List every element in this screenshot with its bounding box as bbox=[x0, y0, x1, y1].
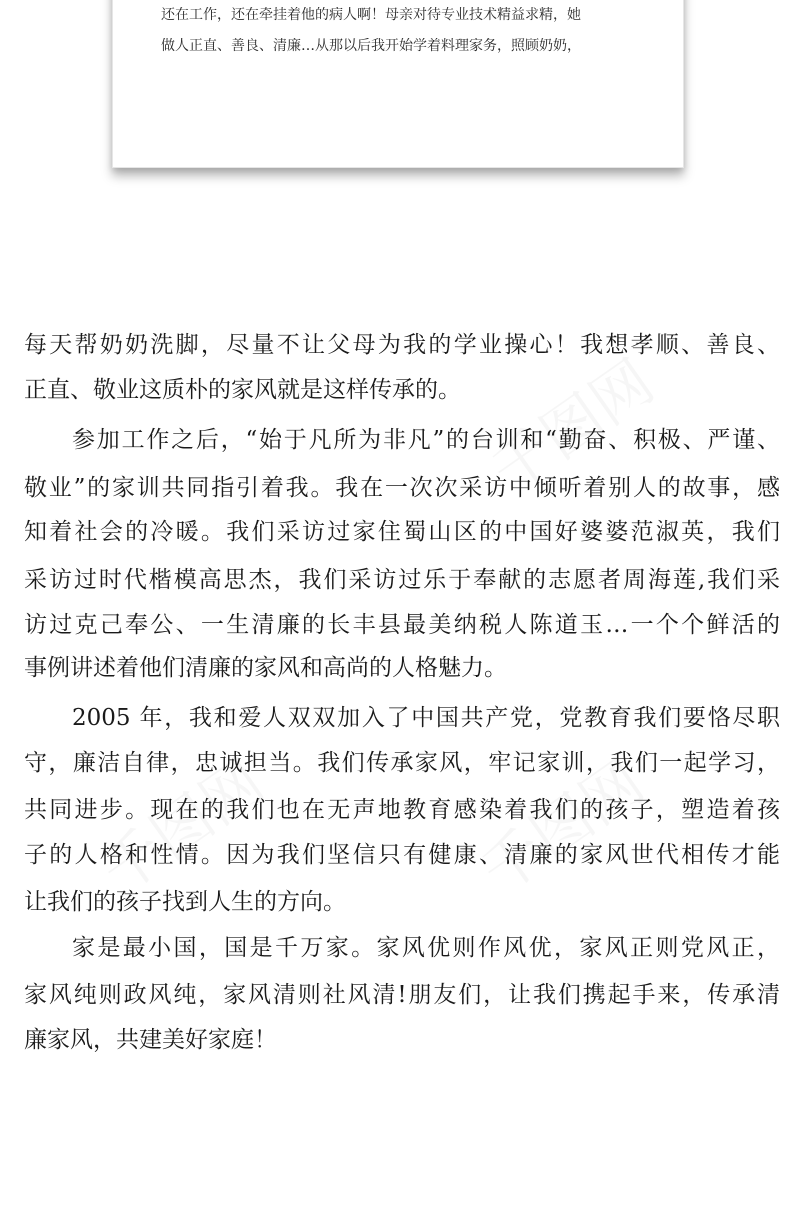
paragraph-line: 让我们的孩子找到人生的方向。 bbox=[24, 889, 346, 915]
document-card bbox=[112, 0, 684, 168]
paragraph-line: 事例讲述着他们清廉的家风和高尚的人格魅力。 bbox=[24, 655, 507, 681]
paragraph-line: 知着社会的冷暖。我们采访过家住蜀山区的中国好婆婆范淑英，我们 bbox=[24, 519, 780, 545]
paragraph-line: 廉家风，共建美好家庭！ bbox=[24, 1027, 277, 1053]
paragraph-line: 正直、敬业这质朴的家风就是这样传承的。 bbox=[24, 377, 461, 403]
paragraph-line: 参加工作之后，“始于凡所为非凡”的台训和“勤奋、积极、严谨、 bbox=[72, 427, 780, 453]
paragraph-line: 子的人格和性情。因为我们坚信只有健康、清廉的家风世代相传才能 bbox=[24, 842, 780, 868]
paragraph-line: 家是最小国，国是千万家。家风优则作风优，家风正则党风正， bbox=[72, 935, 780, 961]
paragraph-line: 采访过时代楷模高思杰，我们采访过乐于奉献的志愿者周海莲,我们采 bbox=[24, 567, 780, 593]
card-text-line: 做人正直、善良、清廉…从那以后我开始学着料理家务，照顾奶奶， bbox=[161, 38, 581, 54]
card-text-line: 还在工作，还在牵挂着他的病人啊！母亲对待专业技术精益求精，她 bbox=[161, 7, 581, 23]
paragraph-line: 家风纯则政风纯，家风清则社风清!朋友们，让我们携起手来，传承清 bbox=[24, 982, 780, 1008]
paragraph-line: 2005 年，我和爱人双双加入了中国共产党，党教育我们要恪尽职 bbox=[72, 705, 780, 731]
paragraph-line: 敬业”的家训共同指引着我。我在一次次采访中倾听着别人的故事，感 bbox=[24, 475, 780, 501]
paragraph-line: 共同进步。现在的我们也在无声地教育感染着我们的孩子，塑造着孩 bbox=[24, 797, 780, 823]
paragraph-line: 访过克己奉公、一生清廉的长丰县最美纳税人陈道玉…一个个鲜活的 bbox=[24, 612, 780, 638]
paragraph-line: 每天帮奶奶洗脚，尽量不让父母为我的学业操心！我想孝顺、善良、 bbox=[24, 332, 780, 358]
paragraph-line: 守，廉洁自律，忠诚担当。我们传承家风，牢记家训，我们一起学习， bbox=[24, 750, 780, 776]
